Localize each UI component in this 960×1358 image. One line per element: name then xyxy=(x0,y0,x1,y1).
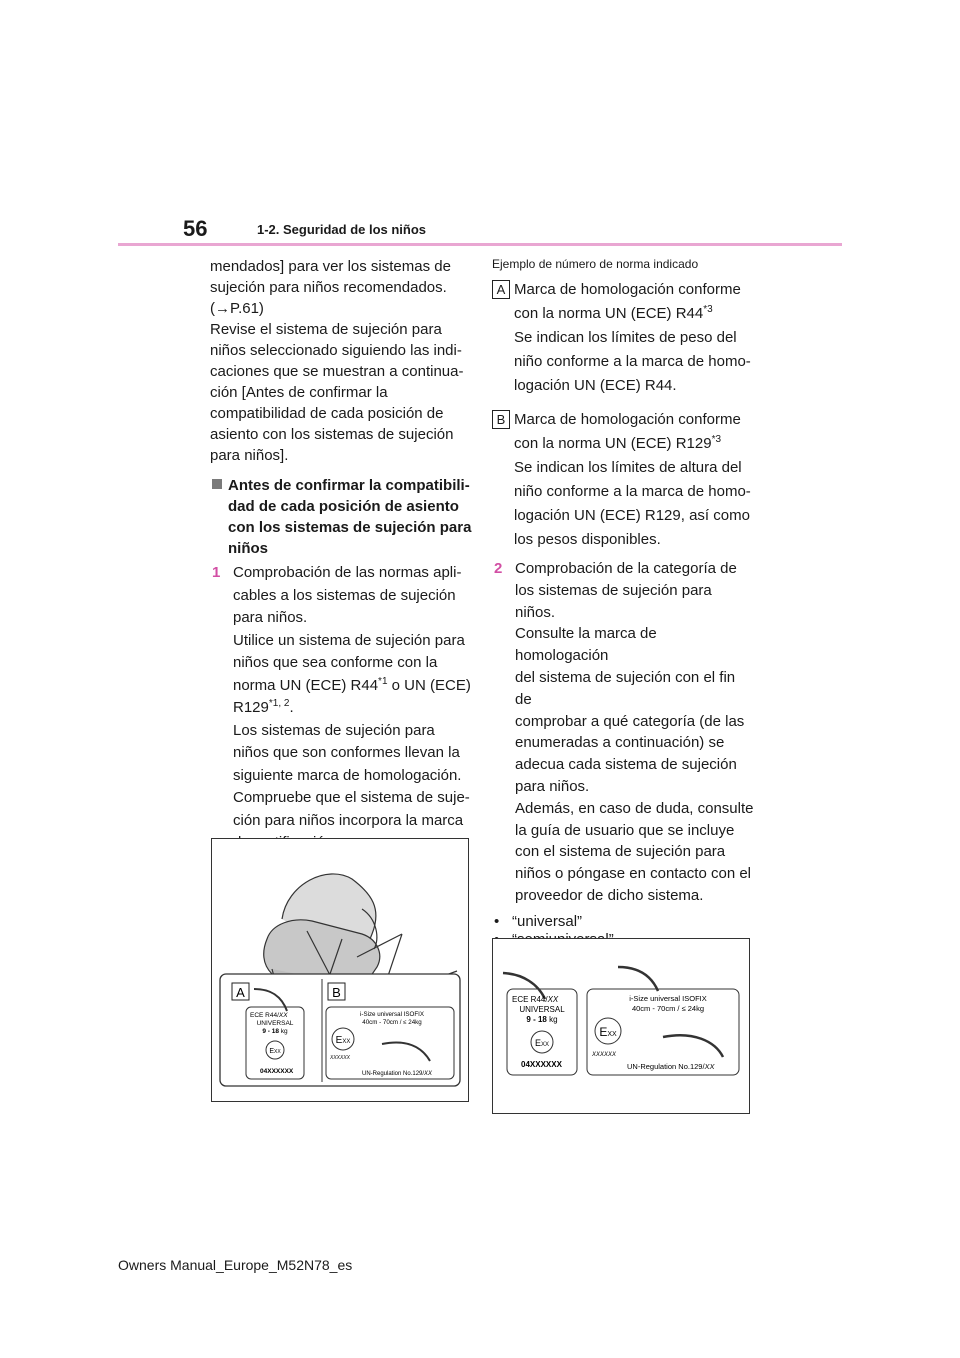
r44-text: ECE R44/XX xyxy=(250,1012,288,1019)
intro-line: niños seleccionado siguiendo las indi- xyxy=(210,342,462,359)
norm-text: . xyxy=(289,699,294,716)
section-heading xyxy=(210,475,472,559)
r129-line1: i-Size universal ISOFIX xyxy=(629,994,707,1003)
intro-paragraph xyxy=(210,256,472,466)
step-line: los sistemas de sujeción para niños. xyxy=(515,581,712,621)
header-rule xyxy=(118,243,842,246)
r129-code: XXXXXX xyxy=(330,1055,351,1061)
step-line: para niños. xyxy=(515,777,590,795)
step-line: con el sistema de sujeción para xyxy=(515,843,726,861)
step-line: enumeradas a continuación) se xyxy=(515,734,725,752)
step-line: proveedor de dicho sistema. xyxy=(515,886,704,904)
label-line: niño conforme a la marca de homo- xyxy=(514,483,751,500)
intro-line: compatibilidad de cada posición de xyxy=(210,405,444,422)
r129-line2: 40cm - 70cm / ≤ 24kg xyxy=(362,1019,422,1026)
section-title: 1-2. Seguridad de los niños xyxy=(257,222,427,237)
step-line: niños que son conformes llevan la xyxy=(233,744,460,761)
list-item xyxy=(492,913,754,931)
letter-box-b: B xyxy=(492,410,510,429)
r44-code: 04XXXXXX xyxy=(521,1060,562,1069)
heading-line: dad de cada posición de asiento xyxy=(228,498,459,515)
page-number: 56 xyxy=(183,216,208,241)
r129-line2: 40cm - 70cm / ≤ 24kg xyxy=(631,1004,705,1013)
norm-text: R129 xyxy=(233,699,269,716)
list-item-text: “universal” xyxy=(512,912,583,930)
footnote-ref: *3 xyxy=(711,434,722,445)
step-line xyxy=(233,675,472,698)
box-b-letter: B xyxy=(332,985,341,1000)
intro-line: Revise el sistema de sujeción para xyxy=(210,321,442,338)
heading-line: Antes de confirmar la compatibili- xyxy=(228,477,470,494)
child-seat-figure xyxy=(211,838,469,1102)
step-line: del sistema de sujeción con el fin de xyxy=(515,668,736,708)
label-line xyxy=(514,302,754,326)
label-line: Marca de homologación conforme xyxy=(514,411,741,428)
r129-regulation: UN-Regulation No.129/XX xyxy=(362,1071,433,1077)
step-line: Comprobación de las normas apli- xyxy=(233,564,462,581)
step-line: Comprobación de la categoría de xyxy=(515,560,737,577)
right-column xyxy=(492,256,754,985)
step-line: adecua cada sistema de sujeción xyxy=(515,756,737,774)
letter-box-a: A xyxy=(492,280,510,299)
step-line: Consulte la marca de homologación xyxy=(515,625,657,665)
heading-line: niños xyxy=(228,540,268,557)
step-2 xyxy=(492,558,754,907)
r129-line1: i-Size universal ISOFIX xyxy=(360,1011,424,1018)
step-line xyxy=(233,697,472,720)
step-line: Además, en caso de duda, consulte xyxy=(515,799,754,817)
step-line: Utilice un sistema de sujeción para xyxy=(233,631,465,649)
r129-regulation: UN-Regulation No.129/XX xyxy=(627,1062,715,1071)
step-line: Los sistemas de sujeción para xyxy=(233,721,435,739)
bullet-icon: • xyxy=(494,912,500,930)
footer-text: Owners Manual_Europe_M52N78_es xyxy=(118,1257,353,1273)
e-mark-text: EXX xyxy=(269,1048,281,1055)
r129-top-pointer-arrow xyxy=(618,967,658,991)
step-line: niños que sea conforme con la xyxy=(233,654,438,671)
label-line: logación UN (ECE) R44. xyxy=(514,377,677,394)
footnote-ref: *1, 2 xyxy=(268,698,290,709)
label-line: Marca de homologación conforme xyxy=(514,281,741,298)
r44-text: ECE R44/XX xyxy=(512,995,559,1004)
r129-code: XXXXXX xyxy=(592,1052,617,1058)
step-line: siguiente marca de homologación. xyxy=(233,766,462,784)
step-line: para niños. xyxy=(233,609,308,626)
example-caption: Ejemplo de número de norma indicado xyxy=(492,257,699,271)
step-number: 2 xyxy=(494,560,503,577)
norm-text: con la norma UN (ECE) R44 xyxy=(514,305,704,322)
e-mark-text: EXX xyxy=(599,1025,617,1039)
label-line: Se indican los límites de altura del xyxy=(514,459,742,476)
label-line: Se indican los límites de peso del xyxy=(514,329,737,346)
intro-line: caciones que se muestran a continua- xyxy=(210,363,464,380)
intro-line: mendados] para ver los sistemas de xyxy=(210,258,451,275)
approval-labels-figure xyxy=(492,938,750,1114)
step-line: ción para niños incorpora la marca xyxy=(233,811,464,829)
page-reference-link[interactable]: (→P.61) xyxy=(210,300,264,317)
step-line: Compruebe que el sistema de suje- xyxy=(233,789,470,806)
child-seat-illustration xyxy=(212,839,468,1101)
step-1 xyxy=(210,562,472,855)
label-line: los pesos disponibles. xyxy=(514,531,661,548)
step-line: niños o póngase en contacto con el xyxy=(515,865,752,883)
r44-weight: 9 - 18 kg xyxy=(262,1028,288,1035)
heading-square-icon xyxy=(212,479,222,489)
r44-weight: 9 - 18 kg xyxy=(526,1015,558,1024)
footnote-ref: *3 xyxy=(703,304,713,315)
step-line: comprobar a qué categoría (de las xyxy=(515,712,745,730)
intro-line: ción [Antes de confirmar la xyxy=(210,384,388,401)
label-line: logación UN (ECE) R129, así como xyxy=(514,507,750,524)
e-mark-text: EXX xyxy=(534,1038,550,1048)
label-line xyxy=(514,432,754,456)
intro-line: para niños]. xyxy=(210,447,289,464)
intro-line: sujeción para niños recomendados. xyxy=(210,279,447,296)
norm-text: norma UN (ECE) R44 xyxy=(233,676,379,694)
left-column xyxy=(210,256,472,855)
step-line: cables a los sistemas de sujeción xyxy=(233,586,456,604)
box-a-letter: A xyxy=(236,985,245,1000)
heading-line: con los sistemas de sujeción para xyxy=(228,519,472,536)
r44-code: 04XXXXXX xyxy=(260,1068,294,1075)
label-b-description xyxy=(492,408,754,552)
label-a-description xyxy=(492,278,754,398)
r44-universal: UNIVERSAL xyxy=(256,1020,294,1027)
r44-universal: UNIVERSAL xyxy=(519,1005,565,1014)
step-line: la guía de usuario que se incluye xyxy=(515,821,735,839)
norm-text: o UN (ECE) xyxy=(387,676,471,694)
e-mark-text: EXX xyxy=(335,1035,351,1046)
norm-text: con la norma UN (ECE) R129 xyxy=(514,435,712,452)
approval-labels-illustration xyxy=(493,939,749,1113)
footnote-ref: *1 xyxy=(378,675,388,687)
label-line: niño conforme a la marca de homo- xyxy=(514,353,751,370)
intro-line: asiento con los sistemas de sujeción xyxy=(210,426,454,443)
step-number: 1 xyxy=(212,564,221,581)
